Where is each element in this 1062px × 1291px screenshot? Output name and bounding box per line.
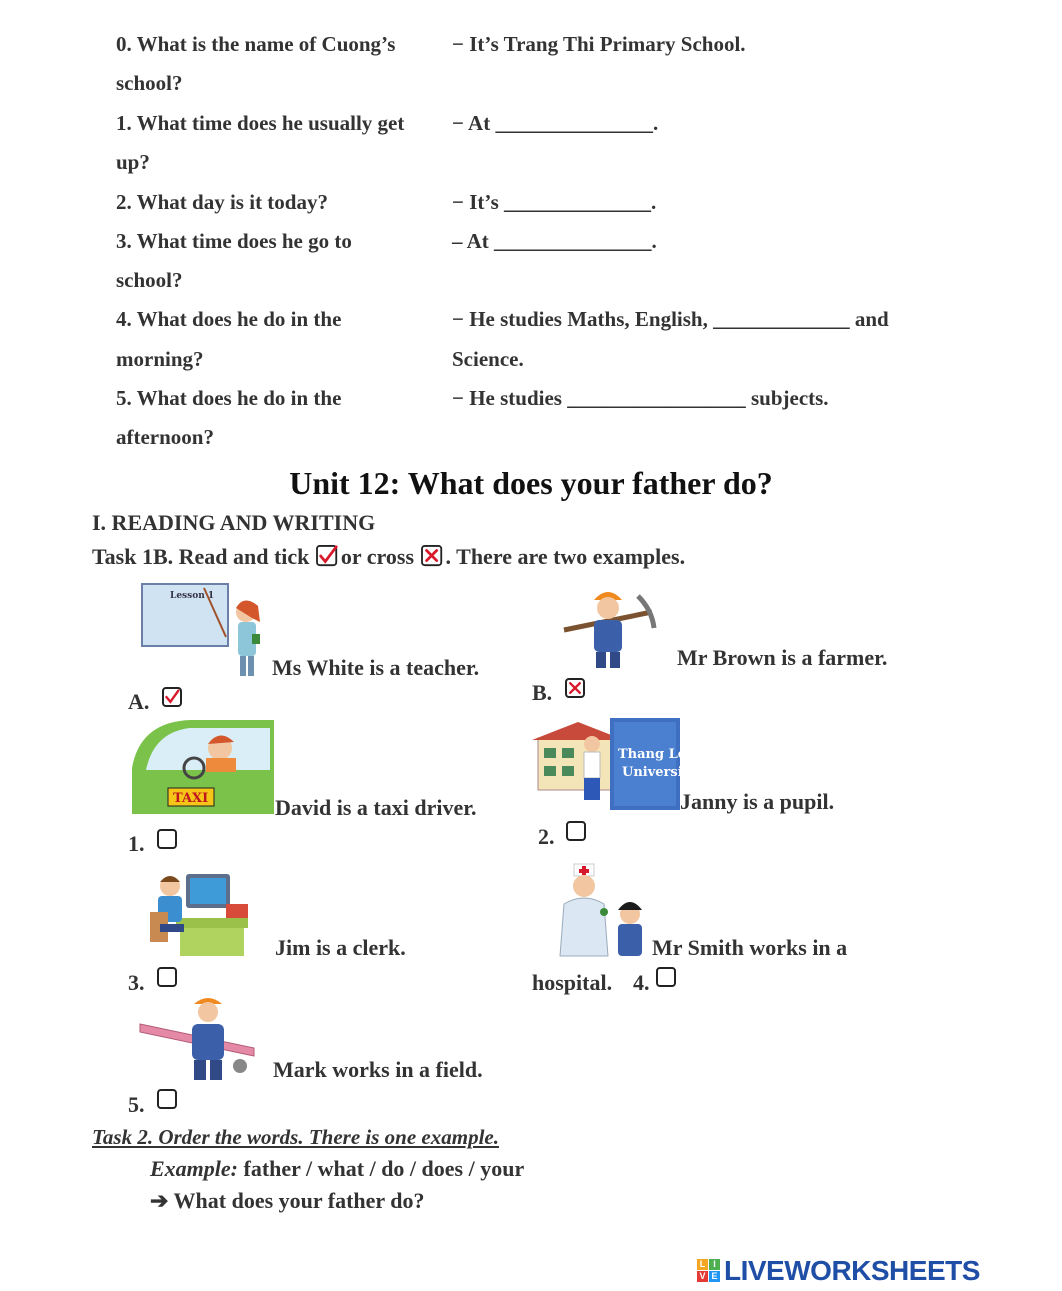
item-3-label: 3. [128,970,145,995]
question-3-line2: school? [116,268,183,292]
item-1-label: 1. [128,831,145,856]
question-1 [116,104,404,143]
clerk-image [146,868,252,956]
worker-image [560,582,660,668]
example-label: Example: [150,1156,238,1181]
item-5-label: 5. [128,1092,145,1117]
item-2-label: 2. [538,824,555,849]
university-image [532,718,705,810]
logo-letter-v: V [697,1271,708,1282]
doctor-image [546,864,646,956]
answer-0: − It’s Trang Thi Primary School. [452,32,746,56]
tick-example-icon [315,545,341,567]
question-text: What is the name of Cuong’s [136,32,396,56]
logo-letter-e: E [709,1271,720,1282]
question-text: What does he do in the [136,307,342,331]
question-text: What time does he go to [136,229,352,253]
builder-image [138,996,256,1080]
question-text: What time does he usually get [136,111,405,135]
task1-instruction [92,544,685,570]
taxi-image [130,718,276,818]
item-4-sentence-line2: hospital. [532,970,613,995]
question-0-line2: school? [116,71,183,95]
question-number: 5. [116,386,132,410]
answer-5[interactable]: − He studies _________________ subjects. [452,386,829,410]
university-sign-line1: Thang Long [618,747,705,762]
question-5 [116,379,341,418]
logo-text: LIVEWORKSHEETS [724,1255,980,1286]
item-3-sentence: Jim is a clerk. [275,935,406,960]
task2-heading: Task 2. Order the words. There is one example. [92,1125,499,1149]
question-number: 0. [116,32,132,56]
item-b-label: B. [532,680,553,705]
answer-1[interactable]: − At _______________. [452,111,659,135]
task2-example [150,1156,524,1182]
question-2 [116,183,328,222]
cross-icon [567,680,583,696]
taxi-sign-text: TAXI [173,791,209,806]
task1-instruction-part3: . There are two examples. [445,544,686,569]
task1-instruction-part2: or cross [340,544,415,569]
university-sign-line2: University [622,765,697,780]
item-4-sentence-line1: Mr Smith works in a [652,935,848,960]
teacher-image [140,582,266,678]
item-a-sentence: Ms White is a teacher. [272,655,480,680]
item-a-label: A. [128,689,150,714]
example-words: father / what / do / does / your [243,1156,525,1181]
logo-letter-i: I [709,1259,720,1270]
answer-4-line2: Science. [452,347,524,371]
task1-instruction-part1: Task 1B. Read and tick [92,544,310,569]
item-1-sentence: David is a taxi driver. [275,795,477,820]
answer-4[interactable]: − He studies Maths, English, _____________ and [452,307,889,331]
answer-2[interactable]: − It’s ______________. [452,190,657,214]
item-a-checkbox[interactable] [162,687,182,707]
question-number: 1. [116,111,132,135]
item-1-checkbox[interactable] [157,829,177,849]
question-number: 4. [116,307,132,331]
example-answer: What does your father do? [173,1188,425,1213]
item-3-checkbox[interactable] [157,967,177,987]
question-4-line2: morning? [116,347,204,371]
item-4-label: 4. [633,970,650,995]
board-text: Lesson 1 [170,591,215,601]
item-b-sentence: Mr Brown is a farmer. [677,645,888,670]
question-number: 3. [116,229,132,253]
unit-title: Unit 12: What does your father do? [289,465,773,501]
item-5-sentence: Mark works in a field. [273,1057,483,1082]
question-4 [116,300,341,339]
question-3 [116,222,352,261]
item-4-checkbox[interactable] [656,967,676,987]
answer-3[interactable]: – At _______________. [452,229,657,253]
question-text: What day is it today? [136,190,328,214]
question-0 [116,25,395,64]
cross-example-icon [420,545,446,567]
item-5-checkbox[interactable] [157,1089,177,1109]
logo-letter-l: L [697,1259,708,1270]
question-1-line2: up? [116,150,150,174]
question-number: 2. [116,190,132,214]
arrow-icon: ➔ [150,1188,169,1213]
task2-answer [150,1188,425,1214]
section-heading: I. READING AND WRITING [92,510,376,535]
item-2-checkbox[interactable] [566,821,586,841]
logo-mark-icon [697,1259,721,1283]
item-b-checkbox[interactable] [565,678,585,698]
question-text: What does he do in the [136,386,342,410]
tick-icon [164,689,180,705]
item-2-sentence: Janny is a pupil. [680,789,835,814]
question-5-line2: afternoon? [116,425,214,449]
